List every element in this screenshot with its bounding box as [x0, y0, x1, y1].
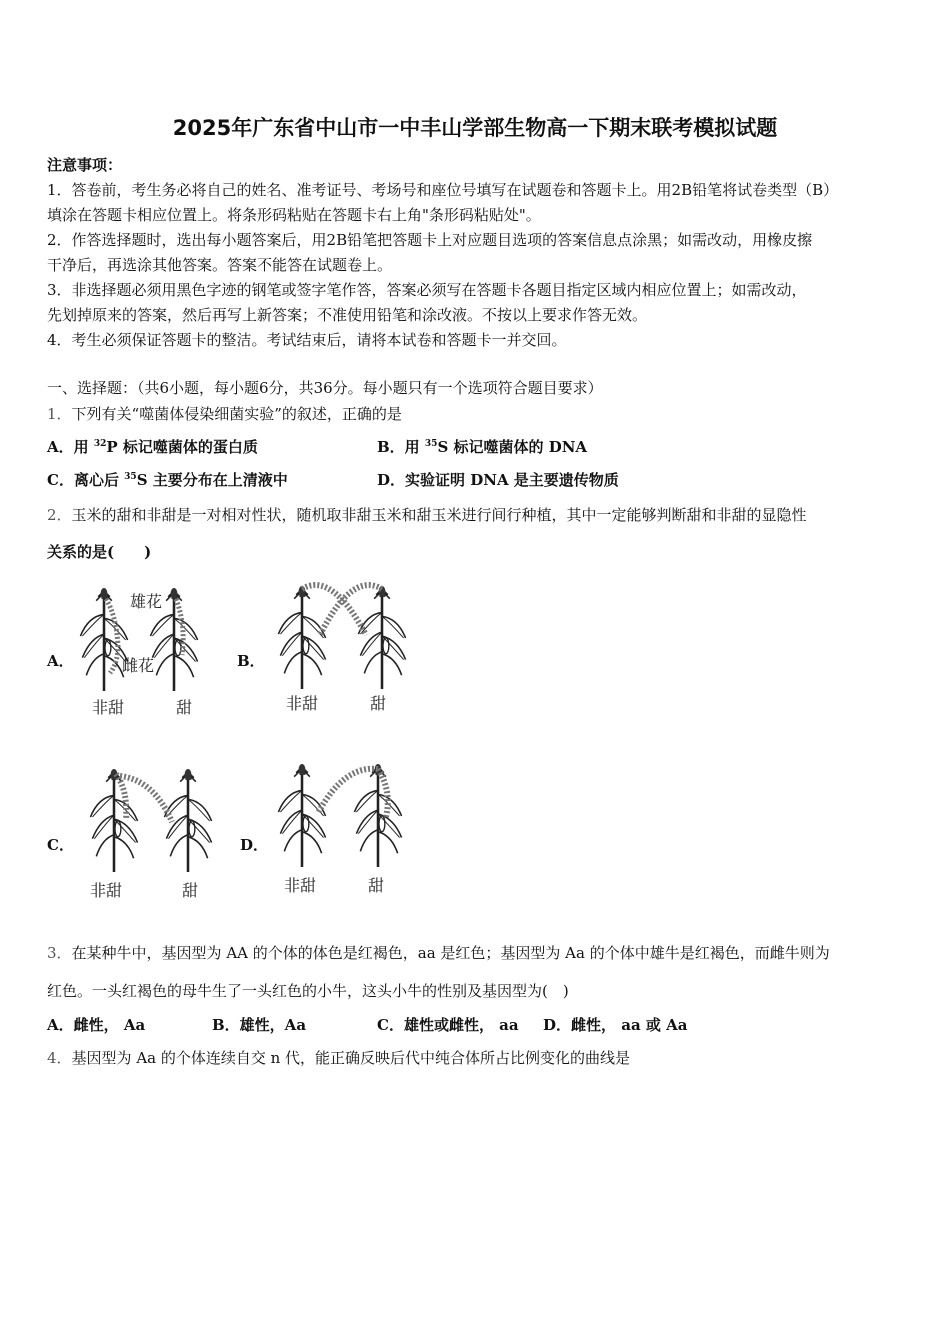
corn-plant: [354, 764, 401, 867]
label-sweet: 甜: [370, 694, 387, 713]
notice-line: 干净后，再选涂其他答案。答案不能答在试题卷上。: [47, 256, 393, 274]
q2-option-c-label: C．: [47, 836, 74, 854]
q2-option-a-label: A．: [47, 652, 74, 670]
label-sweet: 甜: [176, 698, 193, 717]
question-stem-cont: 关系的是( ): [47, 543, 152, 561]
corn-figure-a: [70, 585, 210, 720]
female-flower-label: 雌花: [122, 656, 155, 675]
question-stem: 基因型为 Aa 的个体连续自交 n 代，能正确反映后代中纯合体所占比例变化的曲线是: [71, 1049, 631, 1067]
question-2: [47, 504, 807, 525]
notice-line: 4．考生必须保证答题卡的整洁。考试结束后，请将本试卷和答题卡一并交回。: [47, 331, 567, 349]
corn-plant: [90, 769, 137, 872]
question-number: 4．: [47, 1049, 72, 1067]
pollination-path: [116, 774, 126, 820]
corn-plant: [164, 769, 211, 872]
corn-figure-d: [262, 755, 412, 900]
q1-option-b: B．用 $^{35}$S 标记噬菌体的 DNA: [377, 438, 588, 456]
q1-option-c: C．离心后 $^{35}$S 主要分布在上清液中: [47, 471, 288, 489]
q1-option-d: D．实验证明 DNA 是主要遗传物质: [377, 471, 619, 489]
question-number: 2．: [47, 506, 72, 524]
corn-plant: [278, 586, 325, 689]
label-non-sweet: 非甜: [90, 881, 123, 900]
male-flower-label: 雄花: [130, 592, 163, 611]
question-number: 1．: [47, 405, 72, 423]
notice-line: 1．答卷前，考生务必将自己的姓名、准考证号、考场号和座位号填写在试题卷和答题卡上。用2B铅笔将试卷类型（B）: [47, 181, 839, 199]
page-title: 2025年广东省中山市一中丰山学部生物高一下期末联考模拟试题: [172, 116, 778, 140]
q2-option-b-label: B．: [237, 652, 265, 670]
pollination-path: [120, 776, 172, 822]
question-1: [47, 403, 402, 424]
corn-figure-b: [262, 575, 422, 715]
notice-line: 2．作答选择题时，选出每小题答案后，用2B铅笔把答题卡上对应题目选项的答案信息点涂黑；如需改动，用橡皮擦: [47, 231, 813, 249]
q3-option-d: D．雌性， aa 或 Aa: [543, 1016, 688, 1034]
label-non-sweet: 非甜: [92, 698, 125, 717]
label-sweet: 甜: [182, 881, 199, 900]
q3-option-c: C．雄性或雌性， aa: [377, 1016, 519, 1034]
question-4: [47, 1047, 630, 1068]
pollination-path: [106, 599, 118, 673]
question-stem: 在某种牛中，基因型为 AA 的个体的体色是红褐色，aa 是红色；基因型为 Aa 的个体中雄牛是红褐色，而雌牛则为: [71, 944, 830, 962]
question-3: [47, 942, 830, 963]
q1-option-a: A．用 $^{32}$P 标记噬菌体的蛋白质: [47, 438, 258, 456]
notice-line: 3．非选择题必须用黑色字迹的钢笔或签字笔作答，答案必须写在答题卡各题目指定区域内相应位置上；如需改动，: [47, 281, 807, 299]
notice-line: 先划掉原来的答案，然后再写上新答案；不准使用铅笔和涂改液。不按以上要求作答无效。: [47, 306, 648, 324]
pollination-path: [320, 585, 382, 635]
corn-plant: [80, 588, 127, 691]
pollination-path: [302, 585, 366, 635]
corn-plant: [278, 764, 325, 867]
notice-line: 填涂在答题卡相应位置上。将条形码粘贴在答题卡右上角"条形码粘贴处"。: [47, 206, 541, 224]
pollination-path: [318, 769, 378, 813]
label-non-sweet: 非甜: [286, 694, 319, 713]
question-stem-cont: 红色。一头红褐色的母牛生了一头红色的小牛，这头小牛的性别及基因型为( ): [47, 982, 569, 1000]
corn-figure-c: [76, 760, 226, 905]
question-number: 3．: [47, 944, 72, 962]
question-stem: 玉米的甜和非甜是一对相对性状，随机取非甜玉米和甜玉米进行间行种植，其中一定能够判断甜和非甜的显隐性: [71, 506, 807, 524]
q3-option-b: B．雄性，Aa: [212, 1016, 307, 1034]
notice-heading: 注意事项：: [47, 156, 123, 174]
label-sweet: 甜: [368, 876, 385, 895]
q3-option-a: A．雌性， Aa: [47, 1016, 146, 1034]
q2-option-d-label: D．: [240, 836, 269, 854]
label-non-sweet: 非甜: [284, 876, 317, 895]
corn-plant: [358, 586, 405, 689]
pollination-path: [176, 599, 183, 655]
question-stem: 下列有关“噬菌体侵染细菌实验”的叙述，正确的是: [71, 405, 402, 423]
section-heading: 一、选择题：（共6小题，每小题6分，共36分。每小题只有一个选项符合题目要求）: [47, 379, 603, 397]
